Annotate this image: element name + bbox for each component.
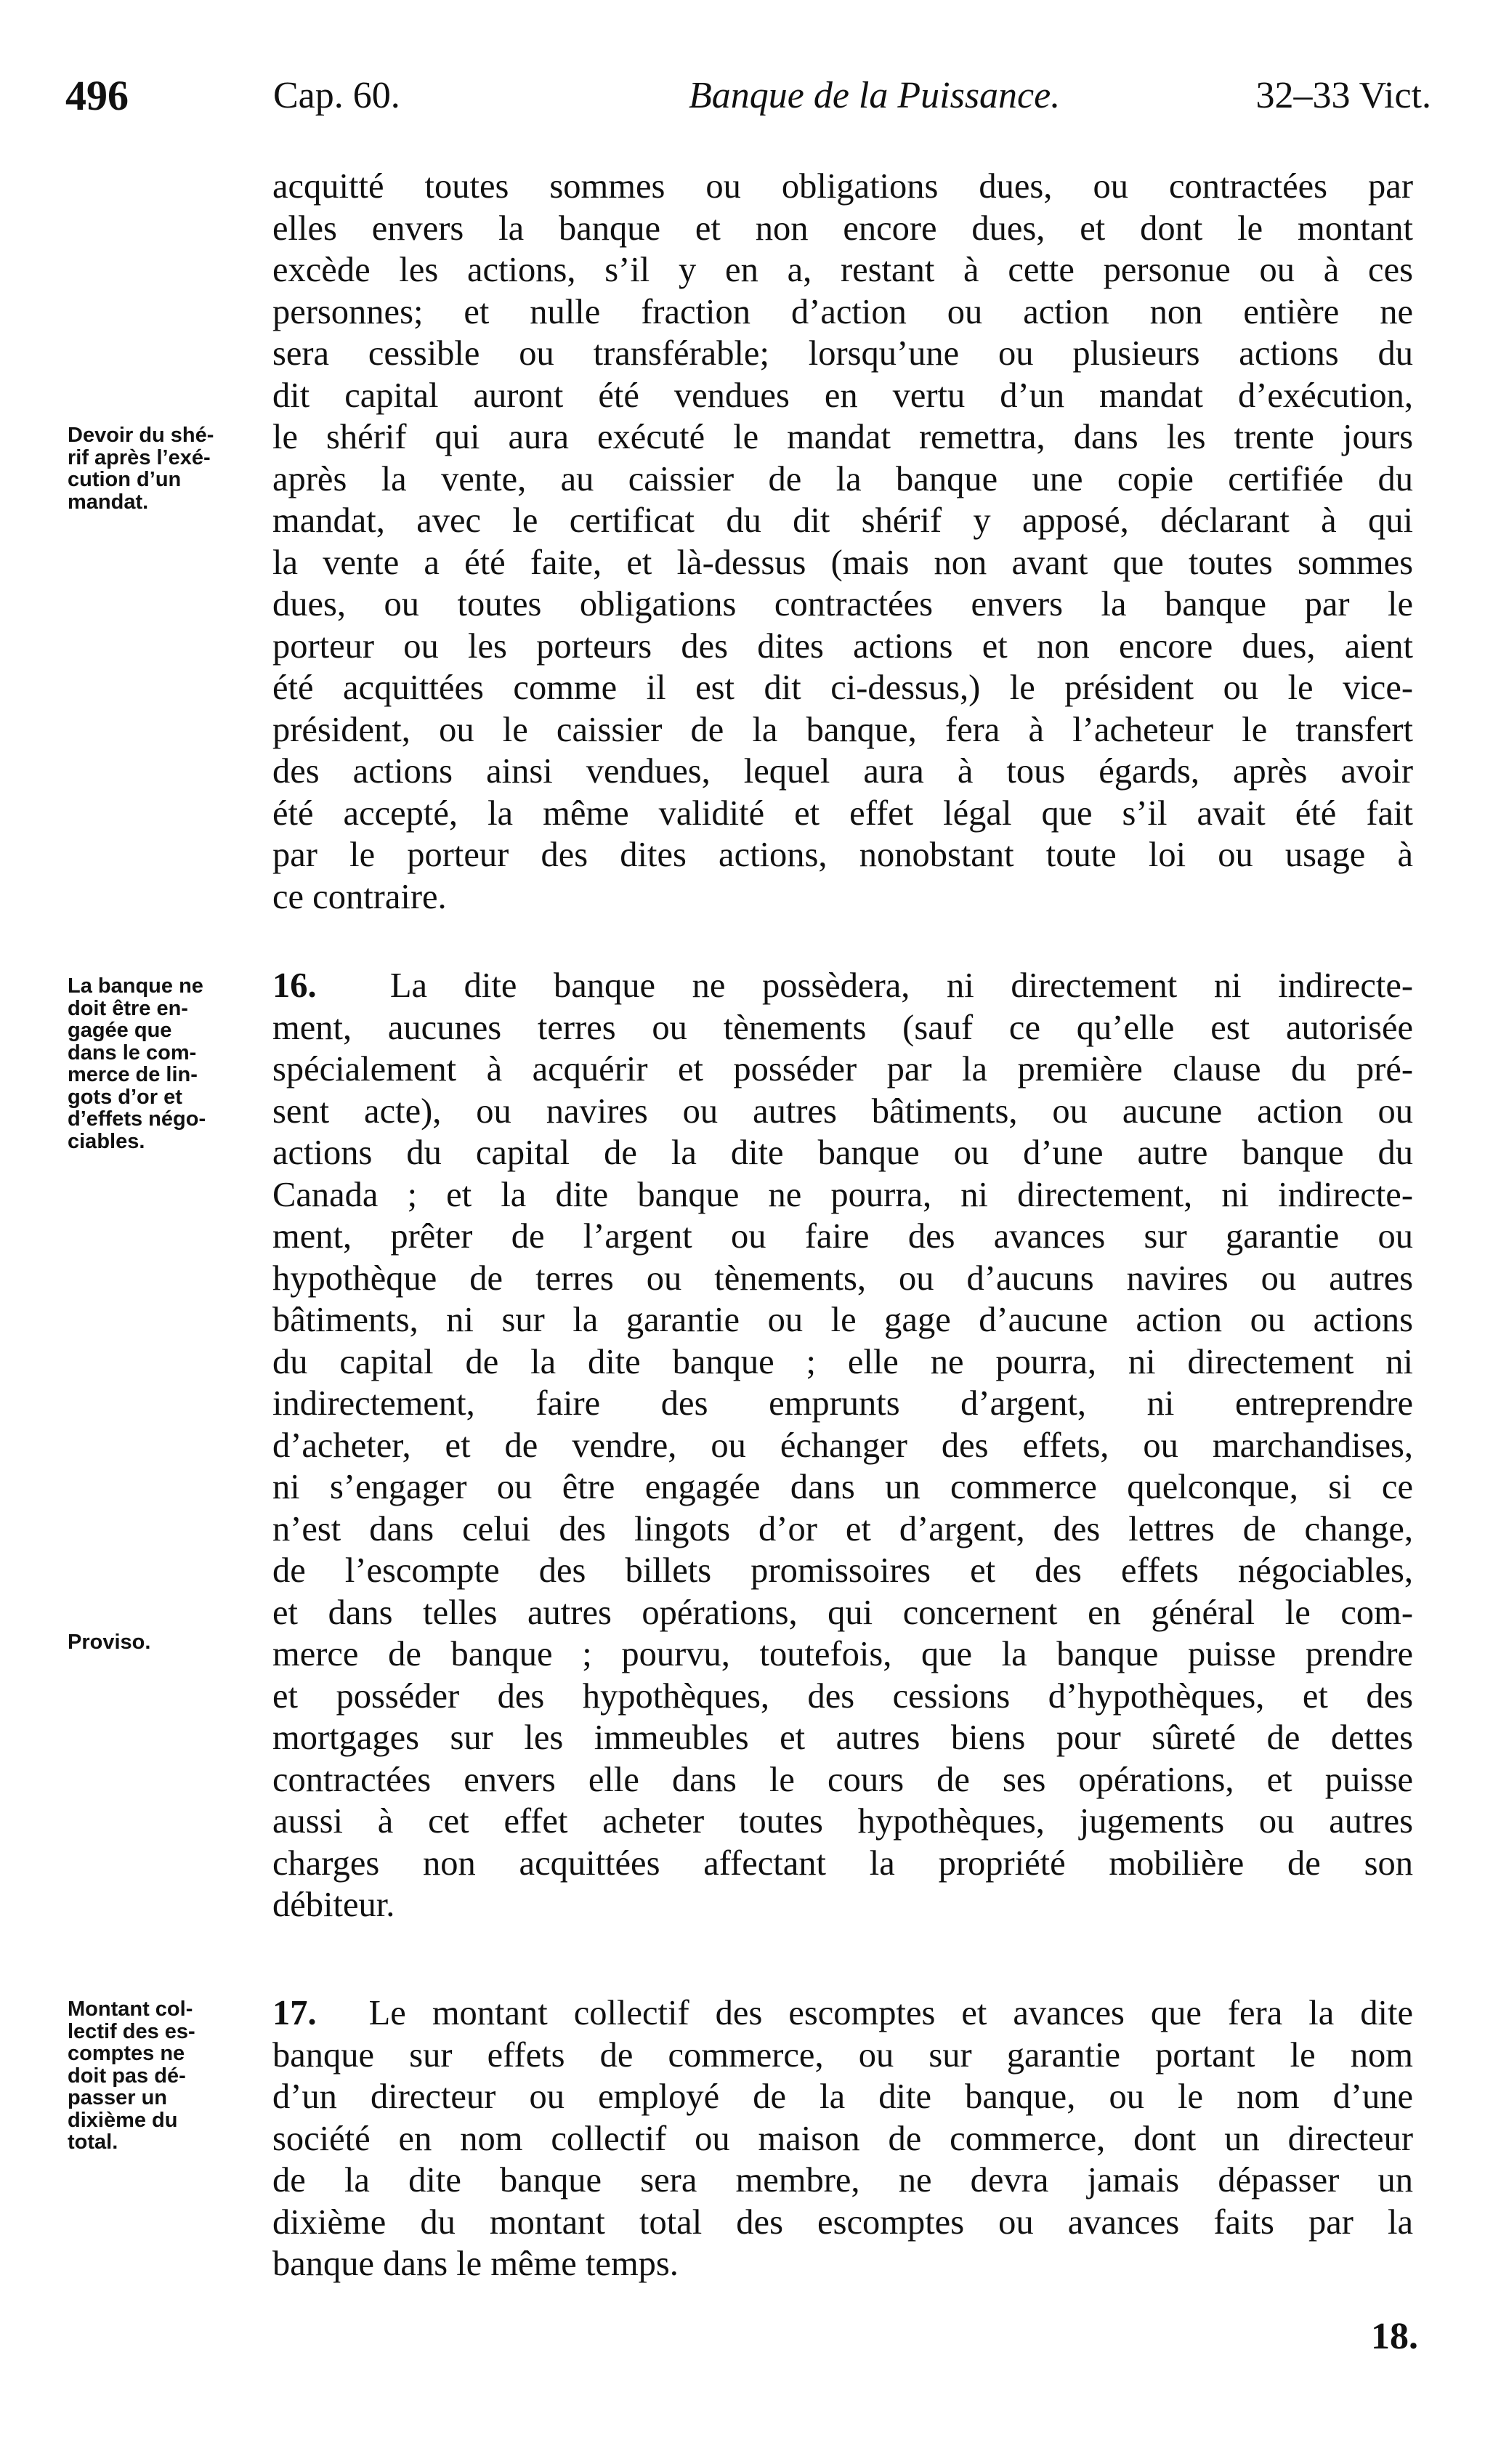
text-line [272, 965, 1413, 1007]
margin-note-bank-commerce [68, 975, 249, 1152]
text-line: société en nom collectif ou maison de commerce, dont un directeur [272, 2119, 1413, 2158]
text-line: président, ou le caissier de la banque, fera à l’acheteur le transfert [272, 710, 1413, 749]
text-line: la vente a été faite, et là-dessus (mais non avant que toutes sommes [272, 543, 1413, 582]
text-line: ment, aucunes terres ou tènements (sauf ce qu’elle est autorisée [272, 1008, 1413, 1047]
text-line [272, 1992, 1413, 2035]
catchword: 18. [1371, 2316, 1418, 2357]
margin-note-line: merce de lin- [68, 1063, 198, 1086]
margin-note-line: mandat. [68, 490, 149, 514]
running-header [65, 67, 1431, 125]
text-line: ce contraire. [272, 877, 447, 916]
text-line: hypothèque de terres ou tènements, ou d’aucuns navires ou autres [272, 1259, 1413, 1298]
text-line: mortgages sur les immeubles et autres biens pour sûreté de dettes [272, 1718, 1413, 1757]
margin-note-line: gagée que [68, 1019, 172, 1042]
margin-note-line: lectif des es- [68, 2019, 195, 2043]
margin-note-line: ciables. [68, 1129, 145, 1153]
text-line: Canada ; et la dite banque ne pourra, ni directement, ni indirecte- [272, 1175, 1413, 1214]
text-line: charges non acquittées affectant la propriété mobilière de son [272, 1843, 1413, 1883]
section-number: 17. [272, 1994, 317, 2032]
margin-note-line: dixième du [68, 2108, 178, 2132]
margin-note-line: Proviso. [68, 1631, 151, 1654]
text-line: actions du capital de la dite banque ou d’une autre banque du [272, 1134, 1413, 1172]
text-line: des actions ainsi vendues, lequel aura à tous égards, après avoir [272, 752, 1413, 791]
text-line: elles envers la banque et non encore dues, et dont le montant [272, 209, 1413, 248]
text-line: mandat, avec le certificat du dit shérif y apposé, déclarant à qui [272, 501, 1413, 540]
margin-note-line: d’effets négo- [68, 1107, 206, 1131]
text-line: dues, ou toutes obligations contractées envers la banque par le [272, 585, 1413, 623]
text-line: ment, prêter de l’argent ou faire des avances sur garantie ou [272, 1217, 1413, 1256]
section-17 [272, 1992, 1413, 2285]
text-line: et posséder des hypothèques, des cessions d’hypothèques, et des [272, 1676, 1413, 1716]
text-line: n’est dans celui des lingots d’or et d’argent, des lettres de change, [272, 1509, 1413, 1548]
text-line: sent acte), ou navires ou autres bâtiments, ou aucune action ou [272, 1091, 1413, 1131]
margin-note-line: total. [68, 2130, 118, 2154]
text-line: indirectement, faire des emprunts d’argent, ni entreprendre [272, 1384, 1413, 1423]
section-16 [272, 965, 1413, 1926]
section-number: 16. [272, 966, 317, 1005]
text-line: d’acheter, et de vendre, ou échanger des effets, ou marchandises, [272, 1426, 1413, 1465]
margin-note-line: Montant col- [68, 1998, 193, 2021]
margin-note-line: comptes ne [68, 2042, 185, 2065]
margin-note-line: doit être en- [68, 996, 188, 1020]
margin-note-line: gots d’or et [68, 1085, 182, 1109]
text-line: sera cessible ou transférable; lorsqu’une ou plusieurs actions du [272, 334, 1413, 373]
text-line: après la vente, au caissier de la banque une copie certifiée du [272, 459, 1413, 498]
text-run: Le montant collectif des escomptes et avances que fera la dite [368, 1994, 1414, 2032]
margin-note-line: Devoir du shé- [68, 424, 214, 447]
text-line: merce de banque ; pourvu, toutefois, que la banque puisse prendre [272, 1635, 1413, 1673]
page-number: 496 [65, 72, 129, 119]
text-line: débiteur. [272, 1886, 395, 1924]
text-run: La dite banque ne possèdera, ni directement ni indirecte- [389, 966, 1413, 1005]
margin-note-line: rif après l’exé- [68, 445, 211, 469]
session-label: 32–33 Vict. [1255, 75, 1431, 116]
chapter-label: Cap. 60. [273, 75, 400, 116]
text-line: ni s’engager ou être engagée dans un commerce quelconque, si ce [272, 1468, 1413, 1506]
text-line: du capital de la dite banque ; elle ne pourra, ni directement ni [272, 1342, 1413, 1381]
text-line: d’un directeur ou employé de la dite banque, ou le nom d’une [272, 2077, 1413, 2116]
margin-note-line: dans le com- [68, 1041, 197, 1065]
text-line: le shérif qui aura exécuté le mandat remettra, dans les trente jours [272, 418, 1413, 456]
text-line: excède les actions, s’il y en a, restant à cette personue ou à ces [272, 251, 1413, 289]
text-line: dit capital auront été vendues en vertu d’un mandat d’exécution, [272, 376, 1413, 415]
text-line: banque sur effets de commerce, ou sur garantie portant le nom [272, 2035, 1413, 2075]
margin-note-line: La banque ne [68, 974, 203, 998]
margin-note-line: doit pas dé- [68, 2064, 186, 2088]
margin-note-line: cution d’un [68, 468, 182, 491]
running-title: Banque de la Puissance. [689, 75, 1061, 116]
text-line: et dans telles autres opérations, qui concernent en général le com- [272, 1593, 1413, 1632]
text-line: banque dans le même temps. [272, 2245, 679, 2283]
text-line: été acquittées comme il est dit ci-dessus,) le président ou le vice- [272, 668, 1413, 707]
margin-note-discount-limit [68, 1998, 249, 2154]
text-line: de l’escompte des billets promissoires et des effets négociables, [272, 1551, 1413, 1590]
text-line: spécialement à acquérir et posséder par la première clause du pré- [272, 1050, 1413, 1088]
text-line: par le porteur des dites actions, nonobstant toute loi ou usage à [272, 836, 1413, 874]
text-line: personnes; et nulle fraction d’action ou action non entière ne [272, 292, 1413, 331]
text-line: porteur ou les porteurs des dites actions et non encore dues, aient [272, 626, 1413, 666]
text-line: bâtiments, ni sur la garantie ou le gage d’aucune action ou actions [272, 1301, 1413, 1339]
text-line: de la dite banque sera membre, ne devra jamais dépasser un [272, 2161, 1413, 2200]
margin-note-sheriff-duty [68, 424, 249, 513]
text-line: contractées envers elle dans le cours de ses opérations, et puisse [272, 1760, 1413, 1799]
paragraph-continuation [272, 166, 1413, 918]
text-line: acquitté toutes sommes ou obligations dues, ou contractées par [272, 167, 1413, 206]
text-line: dixième du montant total des escomptes ou avances faits par la [272, 2202, 1413, 2242]
text-line: été accepté, la même validité et effet légal que s’il avait été fait [272, 793, 1413, 833]
margin-note-proviso [68, 1631, 249, 1654]
text-line: aussi à cet effet acheter toutes hypothèques, jugements ou autres [272, 1802, 1413, 1841]
margin-note-line: passer un [68, 2086, 167, 2109]
